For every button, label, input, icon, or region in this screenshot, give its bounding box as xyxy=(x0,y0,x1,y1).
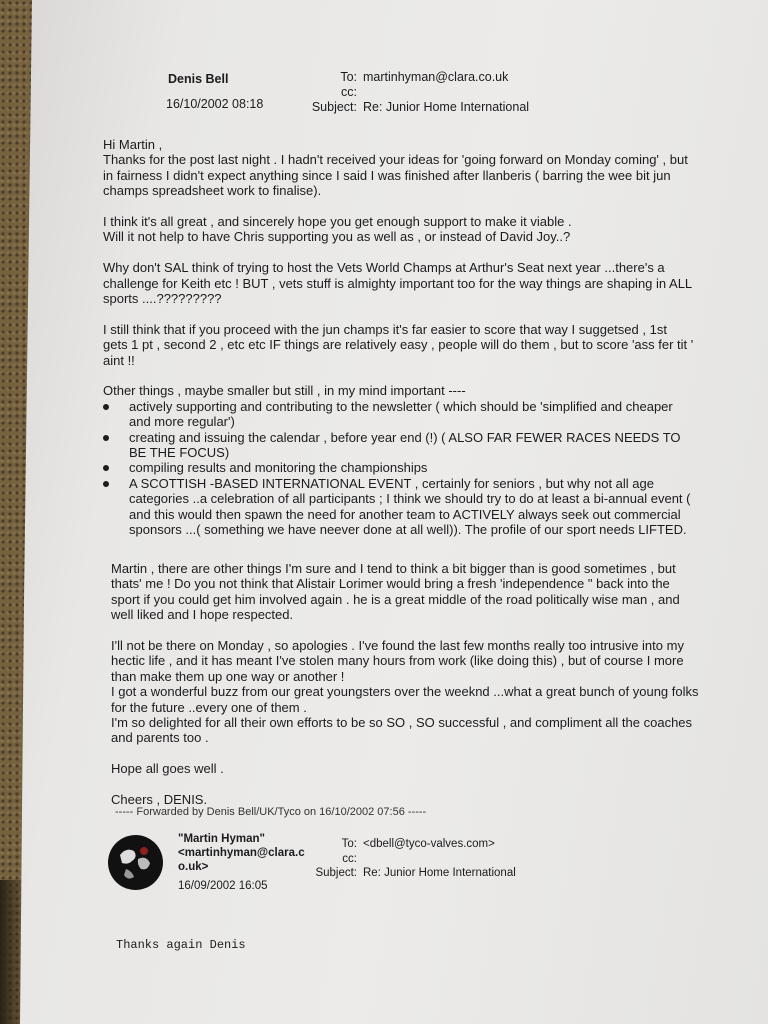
email-body xyxy=(103,137,711,554)
list-item-text: A SCOTTISH -BASED INTERNATIONAL EVENT , certainly for seniors , but why not all age categories ..a celebration of all participants ; I think we should try to do at least a bi-annual event ( and this would then spawn the need for another team to ACTIVELY always seek out commercial sponsors ...( something we have neever done at all well)). The profile of our sport needs LIFTED. xyxy=(129,475,691,538)
list-item-text: compiling results and monitoring the championships xyxy=(129,460,428,476)
list-item xyxy=(103,476,711,538)
original-sender: "Martin Hyman" <martinhyman@clara.c o.uk> xyxy=(178,833,305,873)
original-date: 16/09/2002 16:05 xyxy=(178,880,268,892)
subject-row xyxy=(300,100,529,115)
body-paragraph: I think it's all great , and sincerely hope you get enough support to make it viable . Will it not help to have Chris supporting you as well as , or instead of David Joy..? xyxy=(103,214,572,245)
list-item-text: actively supporting and contributing to the newsletter ( which should be 'simplified and cheaper and more regular') xyxy=(129,398,673,430)
bullet-icon xyxy=(103,481,109,487)
bullet-icon xyxy=(103,404,109,410)
list-item xyxy=(103,430,711,461)
subject-row xyxy=(300,866,516,881)
sender-name: Denis Bell xyxy=(168,72,229,86)
bullet-icon xyxy=(103,435,109,441)
globe-avatar-icon xyxy=(108,835,163,890)
subject-label: Subject: xyxy=(315,867,357,879)
list-item xyxy=(103,399,711,430)
signature: Cheers , DENIS. xyxy=(111,792,208,808)
forward-line: ----- Forwarded by Denis Bell/UK/Tyco on 16/10/2002 07:56 ----- xyxy=(115,806,427,818)
cc-label: cc: xyxy=(341,85,357,99)
subject-label: Subject: xyxy=(311,100,357,114)
cc-row xyxy=(300,85,529,100)
to-value: <dbell@tyco-valves.com> xyxy=(363,838,495,850)
to-value: martinhyman@clara.co.uk xyxy=(363,70,509,84)
list-item-text: creating and issuing the calendar , before year end (!) ( ALSO FAR FEWER RACES NEEDS TO BE THE FOCUS) xyxy=(129,429,681,461)
to-label: To: xyxy=(341,838,357,850)
subject-value: Re: Junior Home International xyxy=(363,867,516,879)
body-paragraph: Hi Martin , Thanks for the post last night . I hadn't received your ideas for 'going forward on Monday coming' , but in fairness I didn't expect anything since I said I was finished after llanberis ( barring the wee bit jun champs spreadsheet work to finalise). xyxy=(103,137,688,199)
cc-label: cc: xyxy=(342,852,357,865)
cc-row xyxy=(300,852,516,867)
body-paragraph: Hope all goes well . xyxy=(111,761,224,777)
body-paragraph: Other things , maybe smaller but still , in my mind important ---- xyxy=(103,383,466,399)
globe-icon xyxy=(108,835,163,890)
list-item xyxy=(103,460,711,475)
to-row xyxy=(300,70,529,85)
subject-value: Re: Junior Home International xyxy=(363,100,530,114)
body-paragraph: I still think that if you proceed with the jun champs it's far easier to score that way I suggetsed , 1st gets 1 pt , second 2 , etc etc IF things are relatively easy , people will do them , but to score 'ass fer tit ' aint !! xyxy=(103,321,694,368)
to-label: To: xyxy=(340,70,357,84)
header-fields xyxy=(300,70,529,115)
body-paragraph: Martin , there are other things I'm sure and I tend to think a bit bigger than is good sometimes , but thats' me ! Do you not think that Alistair Lorimer would bring a fresh 'independence " back into the sport if you could get him involved again . he is a great middle of the road politically wise man , and well liked and I hope respected. xyxy=(111,561,680,623)
email-body-continued xyxy=(111,561,711,807)
body-paragraph: I'll not be there on Monday , so apologies . I've found the last few months really too intrusive into my hectic life , and it has meant I've stolen many hours from work (like doing this) , but of course I more than make them up one way or another ! I got a wonderful buzz from our great youngsters over the weeknd ...what a great bunch of young folks for the future ..every one of them . I'm so delighted for all their own efforts to be so SO , SO successful , and compliment all the coaches and parents too . xyxy=(111,638,699,746)
bullet-icon xyxy=(103,465,109,471)
closing-note: Thanks again Denis xyxy=(116,938,246,952)
body-paragraph: Why don't SAL think of trying to host the Vets World Champs at Arthur's Seat next year ...there's a challenge for Keith etc ! BUT , vets stuff is almighty important too for the way things are shaping in ALL sports ....????????? xyxy=(103,260,693,307)
bullet-list xyxy=(103,399,711,538)
sent-date: 16/10/2002 08:18 xyxy=(166,97,264,111)
original-header-fields xyxy=(300,837,516,881)
to-row xyxy=(300,837,516,852)
